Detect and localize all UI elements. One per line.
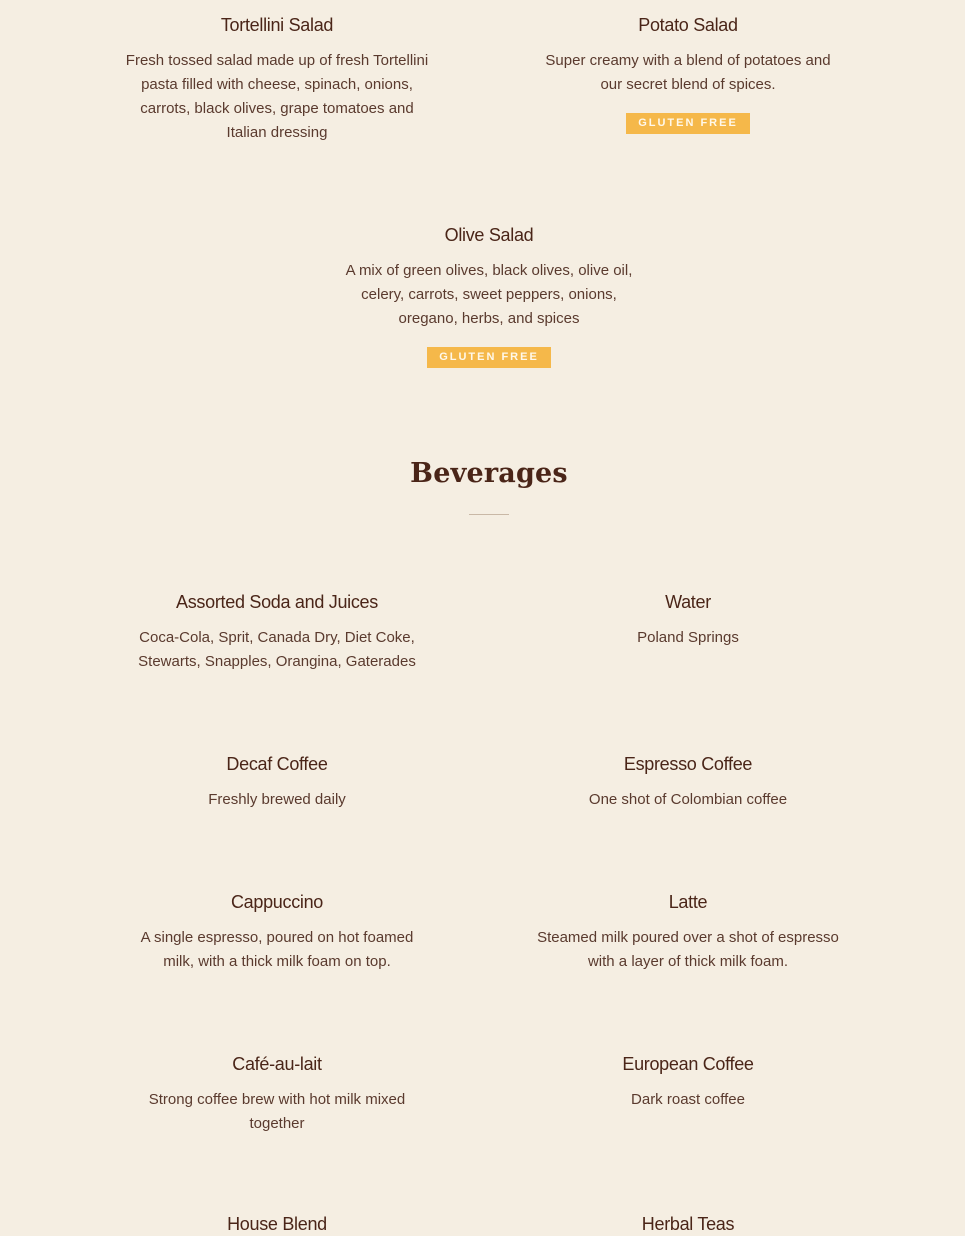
menu-item-description: Steamed milk poured over a shot of espresso with a layer of thick milk foam. <box>537 929 839 970</box>
menu-item-herbal-teas <box>538 1212 838 1236</box>
menu-item-espresso-coffee <box>538 752 838 812</box>
menu-item-cappuccino <box>127 890 427 974</box>
menu-item-name: Cappuccino <box>230 892 324 912</box>
menu-item-cafe-au-lait <box>132 1052 422 1136</box>
menu-item-assorted-soda <box>127 590 427 674</box>
menu-item-house-blend <box>127 1212 427 1236</box>
menu-item-decaf-coffee <box>127 752 427 812</box>
menu-item-name: Water <box>665 592 711 612</box>
menu-item-description: Strong coffee brew with hot milk mixed together <box>148 1091 406 1132</box>
menu-item-name: Decaf Coffee <box>226 754 328 774</box>
section-title-beverages: Beverages <box>410 458 568 489</box>
menu-item-name: Latte <box>668 892 708 912</box>
menu-item-description: Coca-Cola, Sprit, Canada Dry, Diet Coke, Stewarts, Snapples, Orangina, Gaterades <box>138 629 416 670</box>
menu-item-name: Olive Salad <box>444 225 534 245</box>
menu-item-latte <box>533 890 843 974</box>
menu-item-water <box>538 590 838 650</box>
menu-item-name: Tortellini Salad <box>220 15 334 35</box>
menu-item-name: Potato Salad <box>638 15 738 35</box>
gluten-free-badge: GLUTEN FREE <box>626 113 750 134</box>
menu-item-description: Dark roast coffee <box>631 1091 745 1108</box>
menu-item-description: Super creamy with a blend of potatoes and our secret blend of spices. <box>545 52 831 93</box>
menu-item-name: Espresso Coffee <box>623 754 753 774</box>
menu-item-name: Café-au-lait <box>232 1054 322 1074</box>
menu-item-description: Poland Springs <box>637 629 739 646</box>
menu-item-name: Herbal Teas <box>641 1214 735 1234</box>
menu-item-description: Freshly brewed daily <box>208 791 346 808</box>
menu-item-name: Assorted Soda and Juices <box>176 592 378 612</box>
menu-item-potato-salad <box>538 13 838 134</box>
menu-item-name: European Coffee <box>622 1054 754 1074</box>
menu-item-name: House Blend <box>227 1214 327 1234</box>
menu-item-description: A mix of green olives, black olives, olive oil, celery, carrots, sweet peppers, onions, oregano, herbs, and spices <box>345 262 633 327</box>
gluten-free-badge: GLUTEN FREE <box>427 347 551 368</box>
menu-item-tortellini-salad <box>122 13 432 145</box>
section-divider <box>469 514 509 515</box>
menu-item-description: A single espresso, poured on hot foamed milk, with a thick milk foam on top. <box>140 929 414 970</box>
menu-item-description: One shot of Colombian coffee <box>588 791 788 808</box>
menu-item-description: Fresh tossed salad made up of fresh Tortellini pasta filled with cheese, spinach, onions, carrots, black olives, grape tomatoes and Italian dressing <box>125 52 429 141</box>
menu-item-olive-salad <box>339 223 639 368</box>
menu-item-european-coffee <box>538 1052 838 1112</box>
